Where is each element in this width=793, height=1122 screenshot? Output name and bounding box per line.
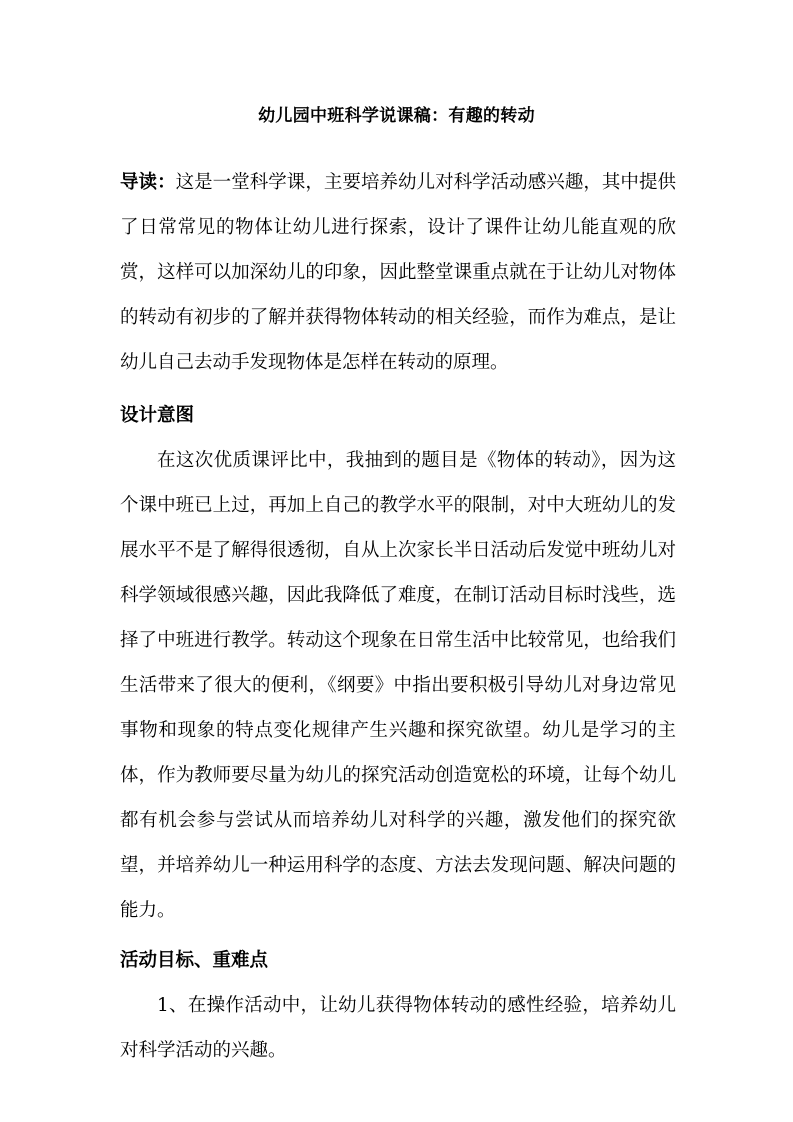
- document-body: [120, 160, 676, 1073]
- intro-text: 这是一堂科学课，主要培养幼儿对科学活动感兴趣，其中提供了日常常见的物体让幼儿进行探索，设计了课件让幼儿能直观的欣赏，这样可以加深幼儿的印象，因此整堂课重点就在于让幼儿对物体的转动有初步的了解并获得物体转动的相关经验，而作为难点，是让幼儿自己去动手发现物体是怎样在转动的原理。: [120, 172, 676, 373]
- intro-label: 导读：: [120, 172, 176, 193]
- section-heading-design-intent: 设计意图: [120, 405, 195, 426]
- document-title: 幼儿园中班科学说课稿：有趣的转动: [258, 106, 535, 126]
- intro-paragraph: [120, 160, 676, 385]
- design-intent-paragraph: 在这次优质课评比中，我抽到的题目是《物体的转动》，因为这个课中班已上过，再加上自己的教学水平的限制，对中大班幼儿的发展水平不是了解得很透彻，自从上次家长半日活动后发觉中班幼儿对科学领域很感兴趣，因此我降低了难度，在制订活动目标时浅些，选择了中班进行教学。转动这个现象在日常生活中比较常见，也给我们生活带来了很大的便利，《纲要》中指出要积极引导幼儿对身边常见事物和现象的特点变化规律产生兴趣和探究欲望。幼儿是学习的主体，作为教师要尽量为幼儿的探究活动创造宽松的环境，让每个幼儿都有机会参与尝试从而培养幼儿对科学的兴趣，激发他们的探究欲望，并培养幼儿一种运用科学的态度、方法去发现问题、解决问题的能力。: [120, 450, 676, 921]
- section-heading-objectives: 活动目标、重难点: [120, 950, 269, 971]
- objective-item-1: 1、在操作活动中，让幼儿获得物体转动的感性经验，培养幼儿对科学活动的兴趣。: [120, 995, 676, 1061]
